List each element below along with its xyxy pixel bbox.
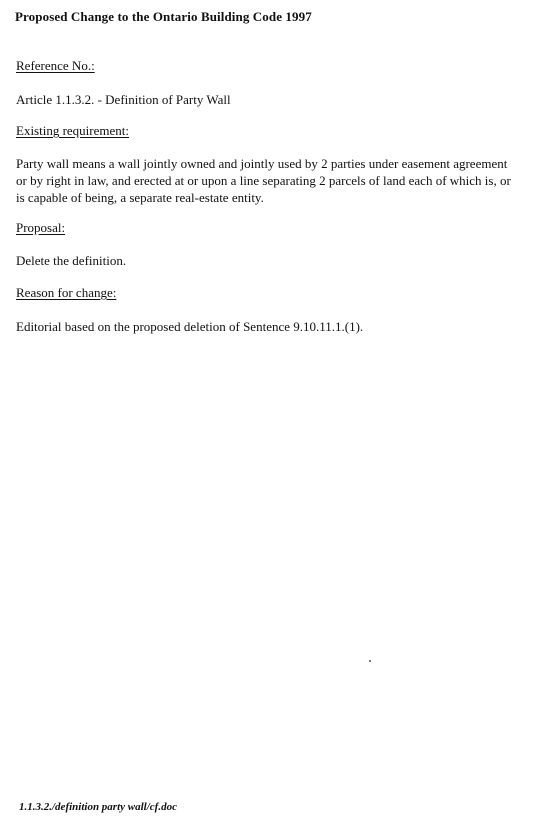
footer-file-path: 1.1.3.2./definition party wall/cf.doc xyxy=(19,801,177,813)
reason-text: Editorial based on the proposed deletion of Sentence 9.10.11.1.(1). xyxy=(16,319,364,334)
proposal-text: Delete the definition. xyxy=(16,253,127,268)
document-title: Proposed Change to the Ontario Building Code 1997 xyxy=(15,9,312,24)
scan-speck xyxy=(369,660,371,662)
reference-text: Article 1.1.3.2. - Definition of Party Wall xyxy=(16,92,231,107)
reference-heading: Reference No.: xyxy=(16,58,95,73)
existing-requirement-text: Party wall means a wall jointly owned and jointly used by 2 parties under easement agreement or by right in law, and erected at or upon a line separating 2 parcels of land each of which is, or is capable of being, a separate real-estate entity. xyxy=(16,156,511,205)
proposal-heading: Proposal: xyxy=(16,220,66,235)
existing-requirement-heading: Existing requirement: xyxy=(16,123,130,138)
reason-heading: Reason for change: xyxy=(16,285,117,300)
